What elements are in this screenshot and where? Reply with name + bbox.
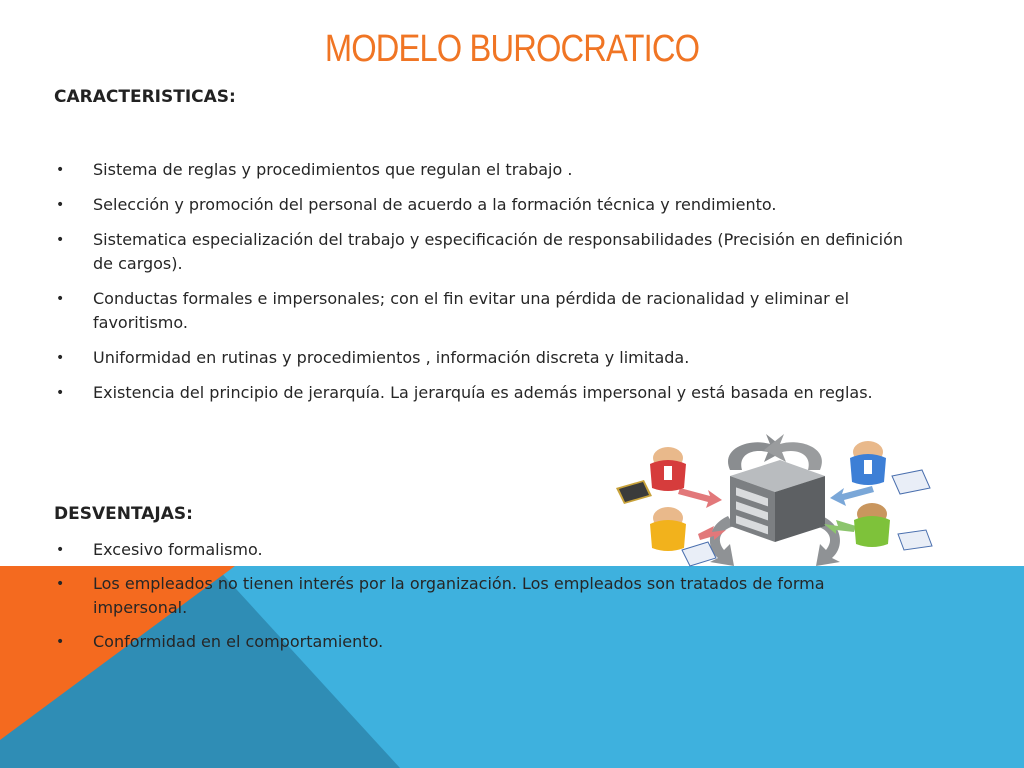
list-item: • Conformidad en el comportamiento. xyxy=(54,630,914,654)
person-blue-icon xyxy=(850,441,886,485)
list-item: • Sistema de reglas y procedimientos que regulan el trabajo . xyxy=(54,158,914,182)
list-item: • Uniformidad en rutinas y procedimientos , información discreta y limitada. xyxy=(54,346,914,370)
list-item: • Los empleados no tienen interés por la organización. Los empleados son tratados de forma impersonal. xyxy=(54,572,914,620)
list-item: • Sistematica especialización del trabajo y especificación de responsabilidades (Precisión en definición de cargos). xyxy=(54,228,914,276)
caracteristicas-heading: CARACTERISTICAS: xyxy=(54,87,236,107)
list-item: • Conductas formales e impersonales; con el fin evitar una pérdida de racionalidad y eliminar el favoritismo. xyxy=(54,287,914,335)
list-item: • Excesivo formalismo. xyxy=(54,538,914,562)
server-network-icon xyxy=(610,430,940,570)
list-item: • Existencia del principio de jerarquía. La jerarquía es además impersonal y está basada en reglas. xyxy=(54,381,914,405)
caracteristicas-list xyxy=(54,158,914,416)
person-green-icon xyxy=(854,503,890,547)
slide-title: MODELO BUROCRATICO xyxy=(324,28,700,70)
list-item: • Selección y promoción del personal de acuerdo a la formación técnica y rendimiento. xyxy=(54,193,914,217)
person-red-icon xyxy=(650,447,686,491)
document-icon xyxy=(898,530,932,550)
person-yellow-icon xyxy=(650,507,686,551)
desventajas-heading: DESVENTAJAS: xyxy=(54,504,193,524)
